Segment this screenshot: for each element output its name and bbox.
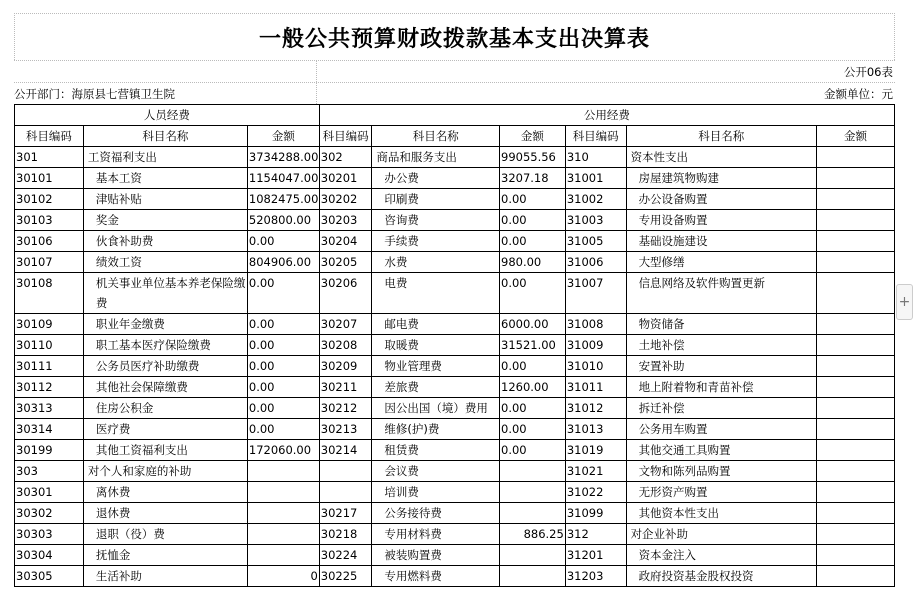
name-cell: 资本性支出: [626, 147, 816, 168]
name-cell: 专用材料费: [372, 524, 500, 545]
code-cell: 31011: [565, 377, 626, 398]
table-row: [15, 398, 895, 419]
code-cell: 31005: [565, 231, 626, 252]
name-cell: 基本工资: [83, 168, 247, 189]
name-cell: 其他社会保障缴费: [83, 377, 247, 398]
code-cell: 31003: [565, 210, 626, 231]
unit-label: 金额单位：元: [824, 87, 893, 101]
amount-cell: [500, 566, 566, 587]
code-cell: 30224: [319, 545, 372, 566]
code-cell: 30211: [319, 377, 372, 398]
amount-cell: [500, 482, 566, 503]
code-cell: 30108: [15, 273, 84, 314]
name-cell: 办公设备购置: [626, 189, 816, 210]
name-cell: 无形资产购置: [626, 482, 816, 503]
name-cell: 离休费: [83, 482, 247, 503]
code-cell: 30217: [319, 503, 372, 524]
amount-cell: [816, 398, 894, 419]
name-cell: 因公出国（境）费用: [372, 398, 500, 419]
header-amount: 金额: [247, 126, 319, 147]
table-row: [15, 377, 895, 398]
amount-cell: [816, 273, 894, 314]
table-row: [15, 461, 895, 482]
name-cell: 地上附着物和青苗补偿: [626, 377, 816, 398]
code-cell: 30225: [319, 566, 372, 587]
amount-cell: [816, 356, 894, 377]
code-cell: 31203: [565, 566, 626, 587]
amount-cell: [816, 503, 894, 524]
amount-cell: [816, 314, 894, 335]
amount-cell: 980.00: [500, 252, 566, 273]
code-cell: 310: [565, 147, 626, 168]
amount-cell: [816, 252, 894, 273]
code-cell: 30206: [319, 273, 372, 314]
name-cell: 取暖费: [372, 335, 500, 356]
code-cell: 31013: [565, 419, 626, 440]
table-row: [15, 503, 895, 524]
amount-cell: 0.00: [247, 377, 319, 398]
name-cell: 退休费: [83, 503, 247, 524]
name-cell: 住房公积金: [83, 398, 247, 419]
amount-cell: [247, 482, 319, 503]
expand-tab-plus-icon[interactable]: +: [896, 284, 913, 320]
code-cell: 30109: [15, 314, 84, 335]
table-row: [15, 545, 895, 566]
code-cell: 30110: [15, 335, 84, 356]
amount-cell: 1082475.00: [247, 189, 319, 210]
name-cell: 租赁费: [372, 440, 500, 461]
code-cell: 31008: [565, 314, 626, 335]
amount-cell: 886.25: [500, 524, 566, 545]
department-row: [14, 82, 895, 104]
code-cell: 31001: [565, 168, 626, 189]
header-amount: 金额: [816, 126, 894, 147]
header-code: 科目编码: [565, 126, 626, 147]
header-code: 科目编码: [319, 126, 372, 147]
amount-cell: [816, 189, 894, 210]
code-cell: 312: [565, 524, 626, 545]
code-cell: 30209: [319, 356, 372, 377]
name-cell: 退职（役）费: [83, 524, 247, 545]
name-cell: 大型修缮: [626, 252, 816, 273]
name-cell: 会议费: [372, 461, 500, 482]
amount-cell: 3734288.00: [247, 147, 319, 168]
name-cell: 物资储备: [626, 314, 816, 335]
amount-cell: 1154047.00: [247, 168, 319, 189]
name-cell: 公务用车购置: [626, 419, 816, 440]
amount-cell: [247, 545, 319, 566]
amount-cell: 0.00: [247, 314, 319, 335]
name-cell: 其他交通工具购置: [626, 440, 816, 461]
name-cell: 专用燃料费: [372, 566, 500, 587]
code-cell: 31021: [565, 461, 626, 482]
amount-cell: [816, 524, 894, 545]
code-cell: 30314: [15, 419, 84, 440]
name-cell: 印刷费: [372, 189, 500, 210]
name-cell: 电费: [372, 273, 500, 314]
name-cell: 手续费: [372, 231, 500, 252]
header-amount: 金额: [500, 126, 566, 147]
code-cell: [319, 461, 372, 482]
amount-cell: 0.00: [247, 273, 319, 314]
amount-cell: [247, 524, 319, 545]
table-row: [15, 189, 895, 210]
amount-cell: [816, 419, 894, 440]
code-cell: 302: [319, 147, 372, 168]
code-cell: 31007: [565, 273, 626, 314]
code-cell: 31099: [565, 503, 626, 524]
amount-cell: 0.00: [500, 419, 566, 440]
code-cell: 30102: [15, 189, 84, 210]
table-row: [15, 566, 895, 587]
form-number-row: [14, 60, 895, 82]
name-cell: 职工基本医疗保险缴费: [83, 335, 247, 356]
name-cell: 土地补偿: [626, 335, 816, 356]
name-cell: 对企业补助: [626, 524, 816, 545]
code-cell: 30107: [15, 252, 84, 273]
table-row: [15, 335, 895, 356]
code-cell: 30303: [15, 524, 84, 545]
report-title: 一般公共预算财政拨款基本支出决算表: [258, 25, 650, 52]
table-row: [15, 524, 895, 545]
amount-cell: 0.00: [500, 273, 566, 314]
name-cell: 邮电费: [372, 314, 500, 335]
code-cell: 30204: [319, 231, 372, 252]
table-row: [15, 273, 895, 314]
amount-cell: [247, 503, 319, 524]
code-cell: [319, 482, 372, 503]
name-cell: 专用设备购置: [626, 210, 816, 231]
code-cell: 31201: [565, 545, 626, 566]
code-cell: 31022: [565, 482, 626, 503]
name-cell: 抚恤金: [83, 545, 247, 566]
name-cell: 机关事业单位基本养老保险缴费: [83, 273, 247, 314]
name-cell: 商品和服务支出: [372, 147, 500, 168]
amount-cell: 99055.56: [500, 147, 566, 168]
code-cell: 30111: [15, 356, 84, 377]
code-cell: 31009: [565, 335, 626, 356]
amount-cell: 172060.00: [247, 440, 319, 461]
amount-cell: 0.00: [500, 440, 566, 461]
code-cell: 30203: [319, 210, 372, 231]
name-cell: 差旅费: [372, 377, 500, 398]
table-row: [15, 252, 895, 273]
amount-cell: 804906.00: [247, 252, 319, 273]
code-cell: 30313: [15, 398, 84, 419]
name-cell: 维修(护)费: [372, 419, 500, 440]
code-cell: 30207: [319, 314, 372, 335]
table-row: [15, 482, 895, 503]
table-row: [15, 210, 895, 231]
name-cell: 资本金注入: [626, 545, 816, 566]
table-row: [15, 440, 895, 461]
name-cell: 绩效工资: [83, 252, 247, 273]
name-cell: 医疗费: [83, 419, 247, 440]
name-cell: 水费: [372, 252, 500, 273]
table-row: [15, 356, 895, 377]
name-cell: 其他工资福利支出: [83, 440, 247, 461]
table-row: [15, 168, 895, 189]
amount-cell: 31521.00: [500, 335, 566, 356]
amount-cell: 0.00: [247, 419, 319, 440]
name-cell: 奖金: [83, 210, 247, 231]
amount-cell: [500, 461, 566, 482]
expenditure-table: [14, 104, 895, 587]
name-cell: 伙食补助费: [83, 231, 247, 252]
amount-cell: 0.00: [500, 356, 566, 377]
amount-cell: [816, 440, 894, 461]
code-cell: 30208: [319, 335, 372, 356]
code-cell: 30106: [15, 231, 84, 252]
name-cell: 其他资本性支出: [626, 503, 816, 524]
code-cell: 30202: [319, 189, 372, 210]
code-cell: 30103: [15, 210, 84, 231]
code-cell: 30214: [319, 440, 372, 461]
amount-cell: [816, 482, 894, 503]
code-cell: 301: [15, 147, 84, 168]
code-cell: 31019: [565, 440, 626, 461]
name-cell: 对个人和家庭的补助: [83, 461, 247, 482]
amount-cell: [816, 147, 894, 168]
amount-cell: [816, 545, 894, 566]
code-cell: 30205: [319, 252, 372, 273]
amount-cell: 0.00: [247, 356, 319, 377]
header-code: 科目编码: [15, 126, 84, 147]
code-cell: 30305: [15, 566, 84, 587]
code-cell: 30199: [15, 440, 84, 461]
amount-cell: 0.00: [247, 231, 319, 252]
section-personnel: 人员经费: [15, 105, 320, 126]
name-cell: 办公费: [372, 168, 500, 189]
amount-cell: [500, 503, 566, 524]
name-cell: 工资福利支出: [83, 147, 247, 168]
name-cell: 拆迁补偿: [626, 398, 816, 419]
amount-cell: 0.00: [500, 189, 566, 210]
section-public: 公用经费: [319, 105, 894, 126]
code-cell: 30212: [319, 398, 372, 419]
amount-cell: [247, 461, 319, 482]
name-cell: 政府投资基金股权投资: [626, 566, 816, 587]
amount-cell: [816, 168, 894, 189]
department-label: 公开部门：海原县七营镇卫生院: [14, 87, 175, 101]
code-cell: 31012: [565, 398, 626, 419]
table-row: [15, 419, 895, 440]
amount-cell: 520800.00: [247, 210, 319, 231]
name-cell: 培训费: [372, 482, 500, 503]
code-cell: 31010: [565, 356, 626, 377]
code-cell: 30112: [15, 377, 84, 398]
code-cell: 30201: [319, 168, 372, 189]
amount-cell: [500, 545, 566, 566]
amount-cell: [816, 566, 894, 587]
amount-cell: 0: [247, 566, 319, 587]
name-cell: 咨询费: [372, 210, 500, 231]
amount-cell: [816, 231, 894, 252]
code-cell: 30302: [15, 503, 84, 524]
header-name: 科目名称: [626, 126, 816, 147]
amount-cell: 0.00: [500, 398, 566, 419]
table-row: [15, 314, 895, 335]
code-cell: 30218: [319, 524, 372, 545]
amount-cell: 1260.00: [500, 377, 566, 398]
amount-cell: [816, 377, 894, 398]
amount-cell: [816, 210, 894, 231]
name-cell: 生活补助: [83, 566, 247, 587]
form-number: 公开06表: [843, 65, 893, 79]
amount-cell: [816, 461, 894, 482]
report-sheet: [14, 13, 895, 587]
amount-cell: 0.00: [247, 335, 319, 356]
name-cell: 职业年金缴费: [83, 314, 247, 335]
code-cell: 30301: [15, 482, 84, 503]
name-cell: 津贴补贴: [83, 189, 247, 210]
amount-cell: 0.00: [247, 398, 319, 419]
table-row: [15, 147, 895, 168]
amount-cell: 3207.18: [500, 168, 566, 189]
code-cell: 31006: [565, 252, 626, 273]
name-cell: 物业管理费: [372, 356, 500, 377]
code-cell: 30101: [15, 168, 84, 189]
code-cell: 30304: [15, 545, 84, 566]
name-cell: 公务员医疗补助缴费: [83, 356, 247, 377]
amount-cell: [816, 335, 894, 356]
name-cell: 被装购置费: [372, 545, 500, 566]
header-name: 科目名称: [372, 126, 500, 147]
name-cell: 公务接待费: [372, 503, 500, 524]
name-cell: 基础设施建设: [626, 231, 816, 252]
table-row: [15, 231, 895, 252]
amount-cell: 0.00: [500, 210, 566, 231]
amount-cell: 6000.00: [500, 314, 566, 335]
name-cell: 安置补助: [626, 356, 816, 377]
header-name: 科目名称: [83, 126, 247, 147]
code-cell: 30213: [319, 419, 372, 440]
name-cell: 房屋建筑物购建: [626, 168, 816, 189]
amount-cell: 0.00: [500, 231, 566, 252]
code-cell: 31002: [565, 189, 626, 210]
name-cell: 文物和陈列品购置: [626, 461, 816, 482]
code-cell: 303: [15, 461, 84, 482]
name-cell: 信息网络及软件购置更新: [626, 273, 816, 314]
title-row: [14, 13, 895, 60]
